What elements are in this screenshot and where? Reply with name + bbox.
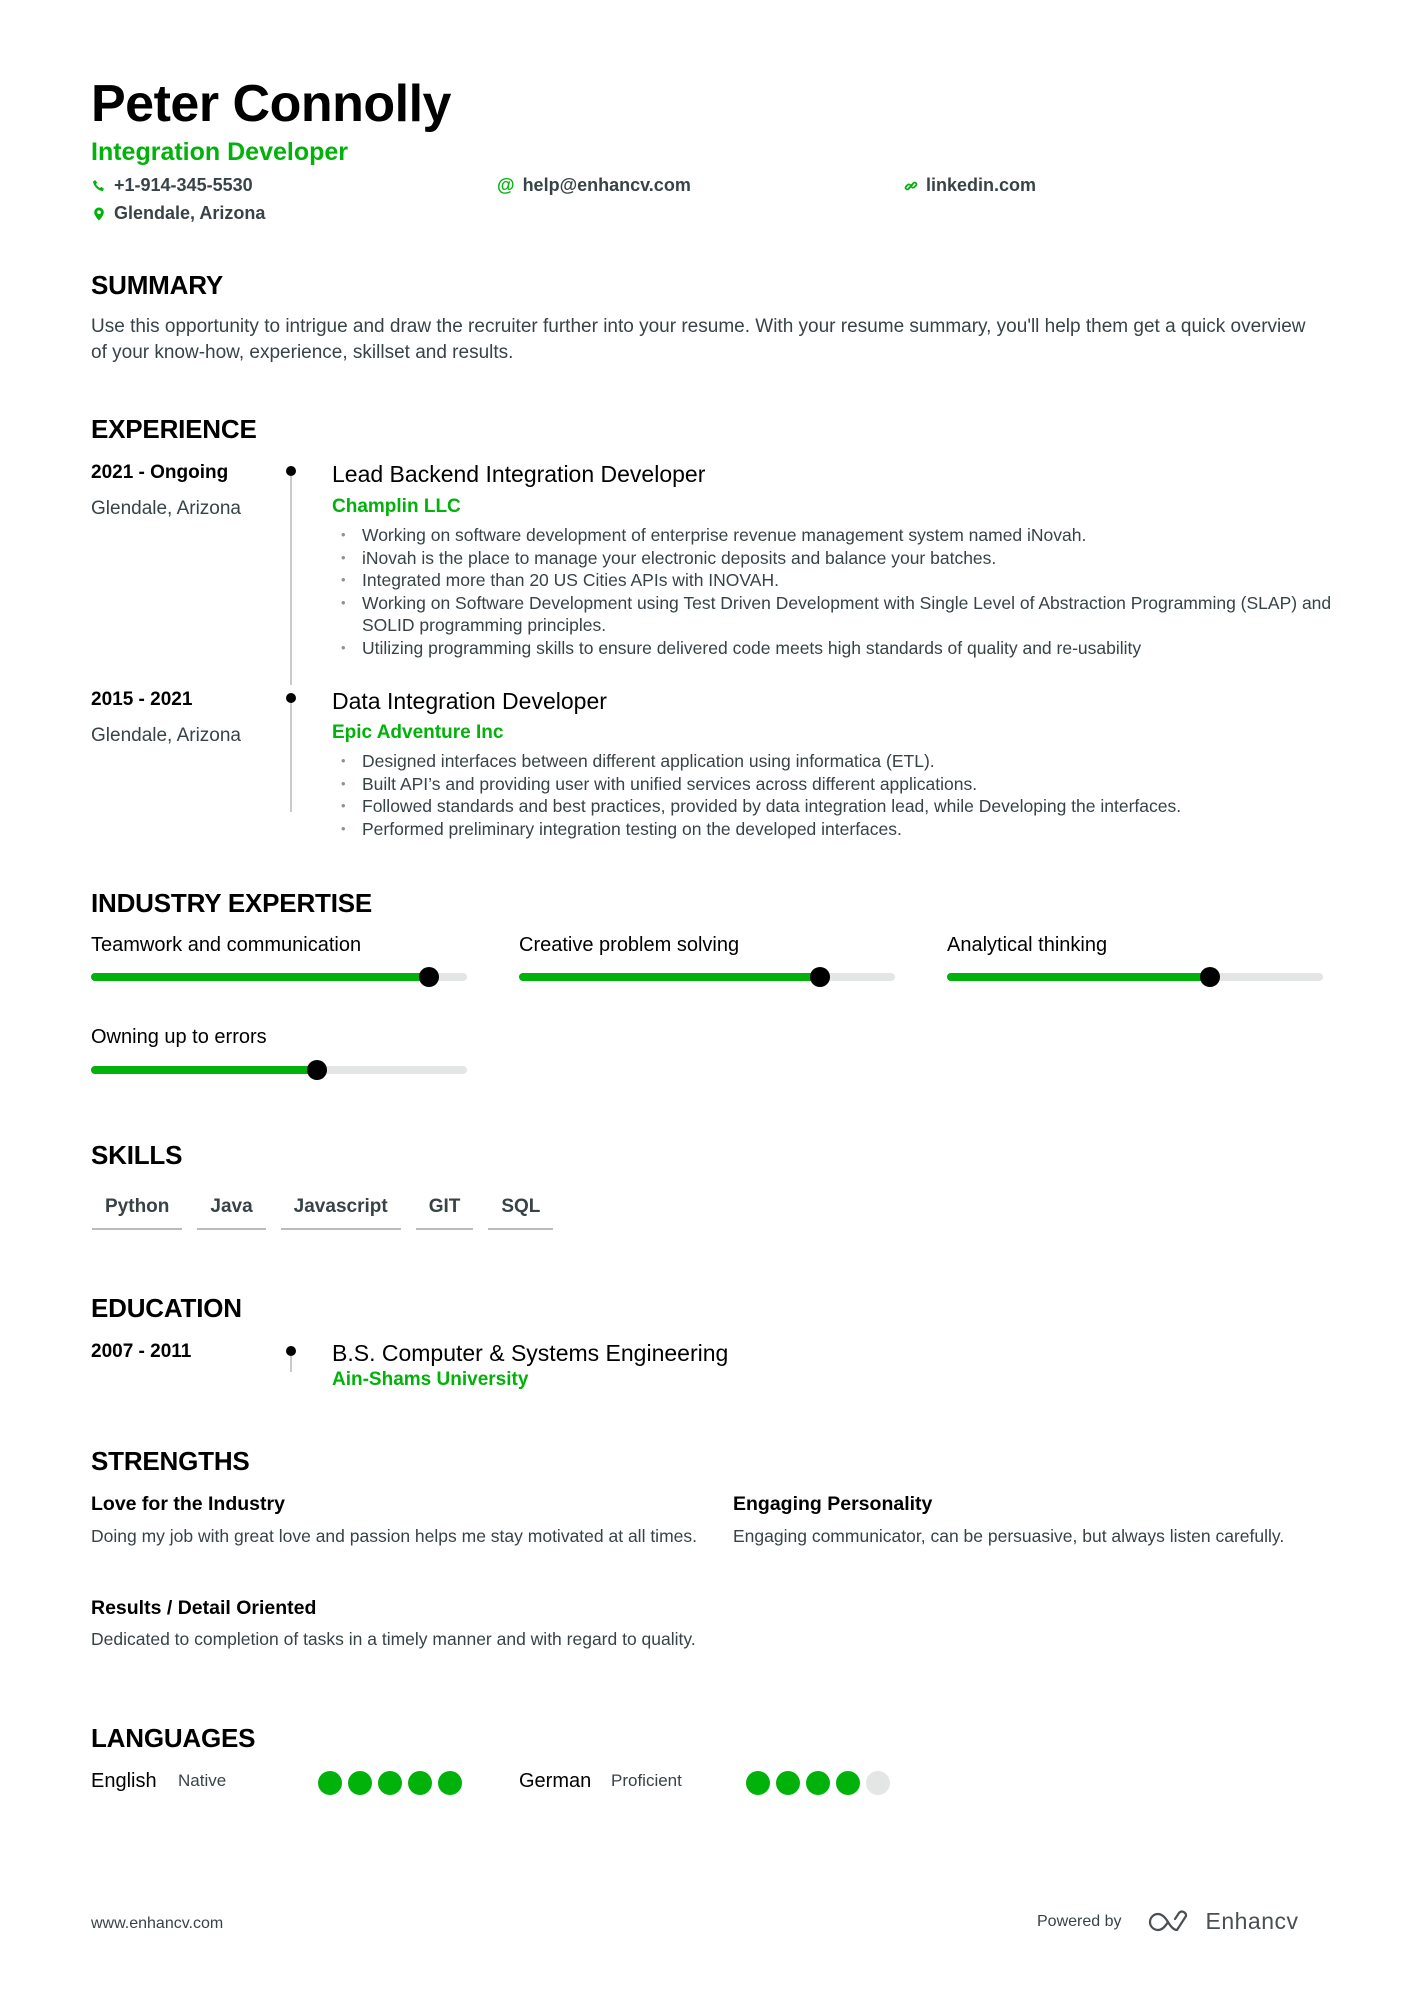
expertise-heading: INDUSTRY EXPERTISE (91, 888, 373, 918)
experience-role: Lead Backend Integration Developer (332, 461, 706, 487)
rating-dot-filled (378, 1771, 402, 1795)
rating-dot-filled (836, 1771, 860, 1795)
bullet-item: • Built API’s and providing user with unified services across different applications. (332, 773, 1332, 796)
location-pin-icon (92, 206, 106, 222)
contact-location (92, 203, 265, 224)
timeline-line (290, 697, 292, 812)
strength-desc: Engaging communicator, can be persuasive, but always listen carefully. (733, 1526, 1285, 1546)
expertise-bar (519, 973, 895, 981)
expertise-label: Teamwork and communication (91, 934, 362, 956)
powered-by-label: Powered by (1037, 1912, 1122, 1930)
education-school: Ain-Shams University (332, 1369, 529, 1390)
expertise-knob (307, 1060, 327, 1080)
expertise-bar-fill (947, 973, 1210, 981)
education-heading: EDUCATION (91, 1293, 242, 1323)
strengths-heading: STRENGTHS (91, 1446, 250, 1476)
experience-company: Champlin LLC (332, 496, 461, 517)
rating-dot-filled (776, 1771, 800, 1795)
rating-dot-filled (348, 1771, 372, 1795)
enhancv-brand: Enhancv (1205, 1908, 1299, 1934)
expertise-label: Owning up to errors (91, 1026, 267, 1048)
footer-website[interactable]: www.enhancv.com (91, 1915, 224, 1932)
skill-chip: Javascript (281, 1196, 401, 1230)
education-degree: B.S. Computer & Systems Engineering (332, 1340, 729, 1366)
skill-chip: Java (197, 1196, 265, 1230)
contact-linkedin (904, 175, 1036, 196)
timeline-dot (286, 1346, 296, 1356)
language-level: Native (178, 1771, 227, 1790)
candidate-name: Peter Connolly (91, 75, 451, 133)
expertise-label: Analytical thinking (947, 934, 1108, 956)
bullet-item: • Integrated more than 20 US Cities APIs with INOVAH. (332, 569, 1332, 592)
summary-heading: SUMMARY (91, 270, 223, 300)
experience-dates: 2021 - Ongoing (91, 462, 229, 483)
rating-dot-empty (866, 1771, 890, 1795)
rating-dot-filled (806, 1771, 830, 1795)
rating-dot-filled (318, 1771, 342, 1795)
language-name: English (91, 1770, 157, 1792)
skills-heading: SKILLS (91, 1140, 183, 1170)
experience-dates: 2015 - 2021 (91, 689, 193, 710)
bullet-item: • Designed interfaces between different application using informatica (ETL). (332, 750, 1332, 773)
summary-text: Use this opportunity to intrigue and draw the recruiter further into your resume. With your resume summary, you'll help them get a quick overview of your know-how, experience, skillset and results. (91, 316, 1306, 363)
rating-dot-filled (746, 1771, 770, 1795)
skill-chip: Python (92, 1196, 182, 1230)
skill-chip: SQL (488, 1196, 553, 1230)
email-text[interactable]: help@enhancv.com (522, 175, 691, 195)
linkedin-text[interactable]: linkedin.com (926, 175, 1037, 195)
skills-list (92, 1196, 553, 1230)
bullet-item: • Utilizing programming skills to ensure delivered code meets high standards of quality and re-usability (332, 637, 1332, 660)
language-rating (318, 1771, 462, 1795)
expertise-knob (810, 967, 830, 987)
expertise-bar (91, 973, 467, 981)
expertise-bar (91, 1066, 467, 1074)
expertise-bar-fill (91, 973, 429, 981)
skill-chip: GIT (416, 1196, 474, 1230)
expertise-bar-fill (519, 973, 820, 981)
experience-heading: EXPERIENCE (91, 414, 257, 444)
contact-email (497, 175, 691, 196)
timeline-dot (286, 466, 296, 476)
expertise-bar (947, 973, 1323, 981)
strength-title: Engaging Personality (733, 1493, 933, 1515)
experience-role: Data Integration Developer (332, 688, 607, 714)
bullet-item: • Performed preliminary integration testing on the developed interfaces. (332, 818, 1332, 841)
phone-text[interactable]: +1-914-345-5530 (114, 175, 253, 195)
contact-phone (92, 175, 253, 196)
location-text: Glendale, Arizona (114, 203, 266, 223)
education-dates: 2007 - 2011 (91, 1341, 192, 1362)
strength-desc: Doing my job with great love and passion helps me stay motivated at all times. (91, 1526, 697, 1546)
footer-branding (1037, 1908, 1299, 1935)
language-level: Proficient (611, 1771, 682, 1790)
phone-icon (92, 178, 106, 194)
strength-desc: Dedicated to completion of tasks in a timely manner and with regard to quality. (91, 1629, 696, 1649)
expertise-label: Creative problem solving (519, 934, 740, 956)
timeline-dot (286, 693, 296, 703)
at-icon: @ (497, 175, 515, 195)
rating-dot-filled (408, 1771, 432, 1795)
languages-heading: LANGUAGES (91, 1723, 256, 1753)
strength-title: Love for the Industry (91, 1493, 285, 1515)
enhancv-logo-icon (1146, 1910, 1192, 1934)
expertise-knob (1200, 967, 1220, 987)
strength-title: Results / Detail Oriented (91, 1597, 317, 1619)
language-name: German (519, 1770, 592, 1792)
experience-company: Epic Adventure Inc (332, 722, 504, 743)
bullet-item: • Followed standards and best practices, provided by data integration lead, while Developing the interfaces. (332, 795, 1332, 818)
experience-location: Glendale, Arizona (91, 725, 241, 746)
bullet-item: • Working on software development of enterprise revenue management system named iNovah. (332, 524, 1332, 547)
candidate-title: Integration Developer (91, 138, 348, 166)
experience-bullets (332, 524, 1332, 659)
experience-bullets (332, 750, 1332, 840)
timeline-line (290, 470, 292, 685)
bullet-item: • iNovah is the place to manage your electronic deposits and balance your batches. (332, 547, 1332, 570)
link-icon (904, 178, 918, 194)
experience-location: Glendale, Arizona (91, 498, 241, 519)
language-rating (746, 1771, 890, 1795)
bullet-item: • Working on Software Development using Test Driven Development with Single Level of Abstraction Programming (SLAP) and SOLID programming principles. (332, 592, 1332, 637)
expertise-bar-fill (91, 1066, 317, 1074)
expertise-knob (419, 967, 439, 987)
rating-dot-filled (438, 1771, 462, 1795)
